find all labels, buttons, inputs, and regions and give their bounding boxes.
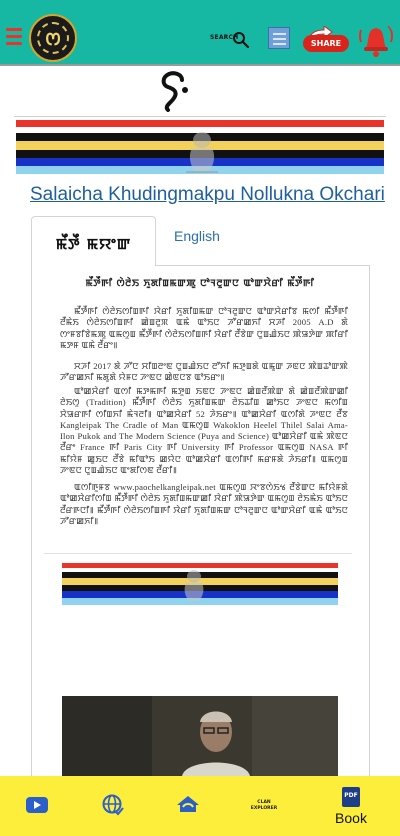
dragon-emblem-icon: [184, 126, 220, 174]
nav-youtube[interactable]: [26, 776, 50, 836]
tab-english[interactable]: English: [174, 228, 220, 244]
flag-banner: [16, 120, 384, 174]
nav-home[interactable]: [177, 776, 201, 836]
globe-icon: [102, 794, 124, 816]
search-button[interactable]: [210, 31, 250, 49]
share-button[interactable]: [303, 26, 349, 54]
author-photo: [62, 696, 338, 776]
meitei-mayek-emblem-icon: [154, 70, 194, 112]
clan-label: CLAN: [257, 800, 271, 805]
article-paragraph-1: ꯃꯩꯇꯩꯒꯤ ꯁꯥꯂꯥꯏꯁꯤꯡꯒꯤ ꯋꯥꯔꯤ ꯈꯨꯗꯤꯡꯃꯛ ꯅꯣꯜꯂꯨꯛꯅ ꯑꯣꯛꯆꯥꯔꯤꯕ ꯃꯁꯤ ꯃꯩꯇꯩꯒꯤ ꯂꯩꯃꯥꯏ ꯁꯥꯂꯥꯏꯁꯤꯡꯒꯤ ꯀꯥꯡꯂꯨꯞ ꯑꯃꯥ ꯑꯣꯏꯅ ꯍꯧꯔꯀꯈꯤ ꯆꯍꯤ 2005 A.D ꯗꯥ ꯁꯦꯝꯕꯤꯕꯥꯃꯄꯨ ꯑꯃꯁꯨꯡ ꯃꯩꯇꯩꯒꯤ ꯁꯥꯂꯥꯏꯁꯤꯡꯒꯤ ꯋꯥꯔꯤ ꯂꯩꯕꯥꯛ ꯅꯨꯡꯉꯥꯏꯅ ꯄꯥꯎꯇꯥꯛ ꯄꯤꯔꯤ ꯃꯇꯝ ꯑꯃꯥ ꯂꯩꯔꯦ꯫: [60, 306, 348, 350]
article-paragraph-3: ꯑꯣꯀꯆꯥꯔꯤ ꯑꯁꯤ ꯃꯇꯃꯒꯤ ꯃꯇꯨꯡ ꯏꯟꯅ ꯍꯦꯟꯅ ꯀꯥꯡꯂꯩꯄꯥꯛ ꯗꯥ ꯀꯥꯡꯂꯩꯄꯥꯛꯀꯤ ꯂꯥꯏꯁꯨ (Tradition) ꯃꯩꯇꯩꯒꯤ ꯁꯥꯂꯥꯏ ꯈꯨꯗꯤꯡꯃꯛ ꯂꯥꯏꯊꯤꯡ ꯀꯣꯏꯅ ꯍꯦꯟꯅ ꯃꯁꯤꯡ ꯆꯥꯎꯔꯒꯤ ꯁꯤꯡꯈꯤ ꯃꯥꯜꯂꯤ꯫ ꯑꯣꯀꯆꯥꯔꯤ 52 ꯍꯥꯏꯔꯦ꯫ ꯑꯣꯀꯆꯥꯔꯤ ꯑꯁꯤꯗꯥ ꯍꯦꯟꯅ ꯂꯩꯕ Kangleipak The Cradle of Man ꯑꯃꯁꯨꯡ Wakoklon Heelel Thilel Salai Ama-Ilon Pukok and The Modern Science (Puya and Science) ꯑꯣꯀꯆꯥꯔꯤ ꯑꯃꯥ ꯄꯥꯟꯅ ꯂꯩꯔꯦ France ꯒꯤ Paris City ꯒꯤ University ꯒꯤ Professor ꯑꯃꯁꯨꯡ NASA ꯒꯤ ꯃꯤꯌꯥꯝ ꯀꯨꯏꯅ ꯂꯩꯕꯥ ꯃꯤꯑꯣꯏ ꯀꯌꯥꯅ ꯑꯣꯀꯆꯥꯔꯤ ꯑꯁꯤꯒꯤ ꯃꯔꯝꯗꯥ ꯍꯥꯏꯔꯤ꯫ ꯑꯃꯁꯨꯡ ꯍꯦꯟꯅ ꯅꯨꯡꯉꯥꯏꯅ ꯑꯦꯗꯤꯁꯟ ꯂꯩꯔꯤ꯫: [60, 386, 348, 476]
search-label: SEARCH: [210, 34, 239, 41]
app-logo[interactable]: [29, 14, 77, 62]
explorer-label: EXPLORER: [250, 806, 278, 811]
author-portrait-image: [62, 696, 338, 776]
article-paragraph-2: ꯆꯍꯤ 2017 ꯗꯥ ꯍꯧꯅ ꯆꯤꯡꯂꯦꯟ ꯅꯨꯡꯉꯥꯏꯅ ꯂꯧꯈꯤ ꯃꯇꯨꯡꯗꯥ ꯑꯃꯨꯛ ꯍꯟꯅ ꯄꯥꯡꯊꯣꯛꯄꯥ ꯍꯧꯔꯀꯈꯤ ꯃꯗꯨꯗꯥ ꯌꯥꯝꯅ ꯍꯦꯟꯅ ꯀꯥꯟꯅꯕ ꯑꯣꯏꯔꯦ꯫: [60, 361, 348, 383]
nav-web[interactable]: [102, 776, 126, 836]
article-heading: ꯃꯩꯇꯩꯒꯤ ꯁꯥꯂꯥꯏ ꯈꯨꯗꯤꯡꯃꯛꯄꯨ ꯅꯣꯜꯂꯨꯛꯅ ꯑꯣꯛꯆꯥꯔꯤ ꯃꯩꯇꯩꯒꯤ: [85, 278, 315, 289]
nav-book[interactable]: [331, 776, 371, 836]
bottom-nav: [0, 776, 400, 836]
pdf-label: PDF: [344, 792, 358, 799]
notification-bell-icon[interactable]: [358, 20, 394, 60]
dragon-emblem-small-icon: [180, 565, 208, 603]
book-label: Book: [335, 810, 367, 826]
share-label: SHARE: [303, 35, 349, 52]
nav-clan-explorer[interactable]: [244, 776, 284, 836]
menu-icon[interactable]: [6, 28, 22, 46]
search-icon: [232, 31, 250, 49]
home-icon: [177, 796, 199, 812]
document-icon[interactable]: [268, 27, 290, 49]
logo-glyph: ꯁ: [45, 29, 61, 50]
flag-banner-small: [62, 563, 338, 605]
emblem-divider: [14, 116, 386, 117]
app-header: [0, 0, 400, 64]
youtube-icon: [26, 797, 48, 813]
article-paragraph-4: ꯑꯁꯤꯒꯨꯝꯕ www.paochelkangleipak.net ꯑꯃꯁꯨꯡ ꯋꯦꯕꯁꯥꯏꯠ ꯂꯩꯕꯥꯛꯅ ꯃꯤꯌꯥꯝꯗꯥ ꯑꯣꯀꯆꯥꯔꯤꯁꯤꯡ ꯃꯩꯇꯩꯒꯤ ꯁꯥꯂꯥꯏ ꯈꯨꯗꯤꯡꯃꯛꯀꯤ ꯋꯥꯔꯤ ꯄꯥꯎꯇꯥꯛ ꯑꯃꯁꯨꯡ ꯂꯥꯏꯃꯥꯏ ꯑꯣꯏꯅ ꯂꯩꯔꯒꯅꯤ꯫ ꯃꯩꯇꯩꯒꯤ ꯁꯥꯂꯥꯏꯁꯤꯡꯒꯤ ꯋꯥꯔꯤ ꯈꯨꯗꯤꯡꯃꯛ ꯅꯣꯜꯂꯨꯛꯅ ꯑꯣꯛꯆꯥꯔꯤ ꯑꯃꯥ ꯑꯣꯏꯅ ꯍꯧꯔꯀꯈꯤ꯫: [60, 482, 348, 526]
tab-meitei-mayek[interactable]: [31, 216, 156, 266]
article-title[interactable]: Salaicha Khudingmakpu Nollukna Okchari: [30, 184, 385, 205]
tab-meitei-mayek-label: ꯃꯩꯇꯩ ꯃꯌꯦꯛ: [55, 235, 132, 253]
emblem-area: [0, 66, 400, 116]
content-divider: [44, 553, 352, 554]
